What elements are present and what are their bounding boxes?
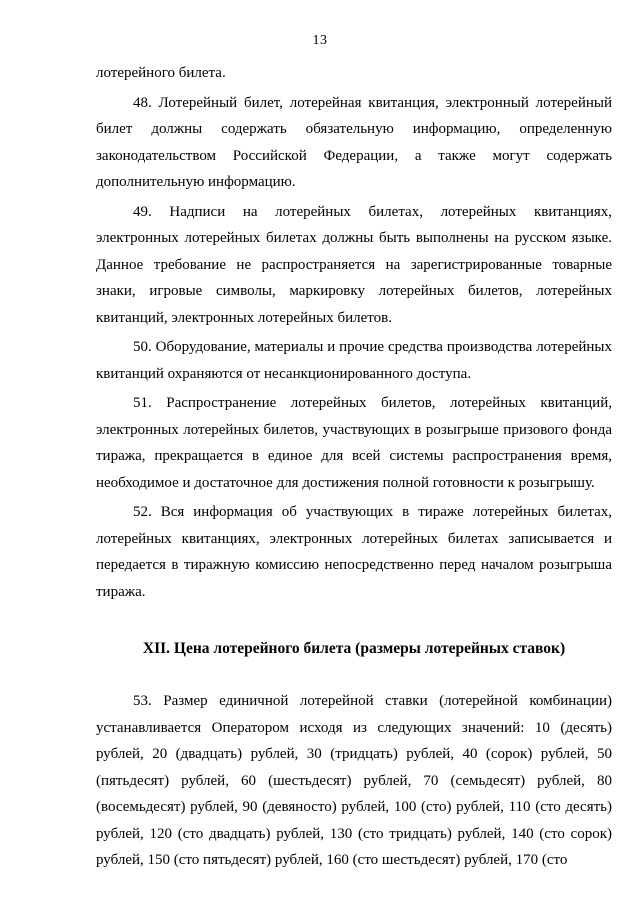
- paragraph-52: 52. Вся информация об участвующих в тираже лотерейных билетах, лотерейных квитанциях, электронных лотерейных билетах записывается и передается в тиражную комиссию непосредственно перед началом розыгрыша тиража.: [96, 504, 612, 600]
- paragraph-continuation: лотерейного билета.: [96, 65, 226, 81]
- paragraph-53: 53. Размер единичной лотерейной ставки (лотерейной комбинации) устанавливается Оператором исходя из следующих значений: 10 (десять) рублей, 20 (двадцать) рублей, 30 (тридцать) рублей, 40 (сорок) рублей, 50 (пятьдесят) рублей, 60 (шестьдесят) рублей, 70 (семьдесят) рублей, 80 (восемьдесят) рублей, 90 (девяносто) рублей, 100 (сто) рублей, 110 (сто десять) рублей, 120 (сто двадцать) рублей, 130 (сто тридцать) рублей, 140 (сто сорок) рублей, 150 (сто пятьдесят) рублей, 160 (сто шестьдесят) рублей, 170 (сто: [96, 693, 612, 868]
- paragraph-49: 49. Надписи на лотерейных билетах, лотерейных квитанциях, электронных лотерейных билетах должны быть выполнены на русском языке. Данное требование не распространяется на зарегистрированные товарные знаки, игровые символы, маркировку лотерейных билетов, лотерейных квитанций, электронных лотерейных билетов.: [96, 203, 612, 326]
- paragraph-50: 50. Оборудование, материалы и прочие средства производства лотерейных квитанций охраняются от несанкционированного доступа.: [96, 339, 612, 382]
- paragraph-48: 48. Лотерейный билет, лотерейная квитанция, электронный лотерейный билет должны содержать обязательную информацию, определенную законодательством Российской Федерации, а также могут содержать дополнительную информацию.: [96, 94, 612, 190]
- paragraph-51: 51. Распространение лотерейных билетов, лотерейных квитанций, электронных лотерейных билетов, участвующих в розыгрыше призового фонда тиража, прекращается в единое для всей системы распространения время, необходимое и достаточное для достижения полной готовности к розыгрышу.: [96, 395, 612, 491]
- section-heading: XII. Цена лотерейного билета (размеры лотерейных ставок): [142, 640, 566, 657]
- document-body: [96, 60, 612, 874]
- page-number: 13: [312, 33, 328, 48]
